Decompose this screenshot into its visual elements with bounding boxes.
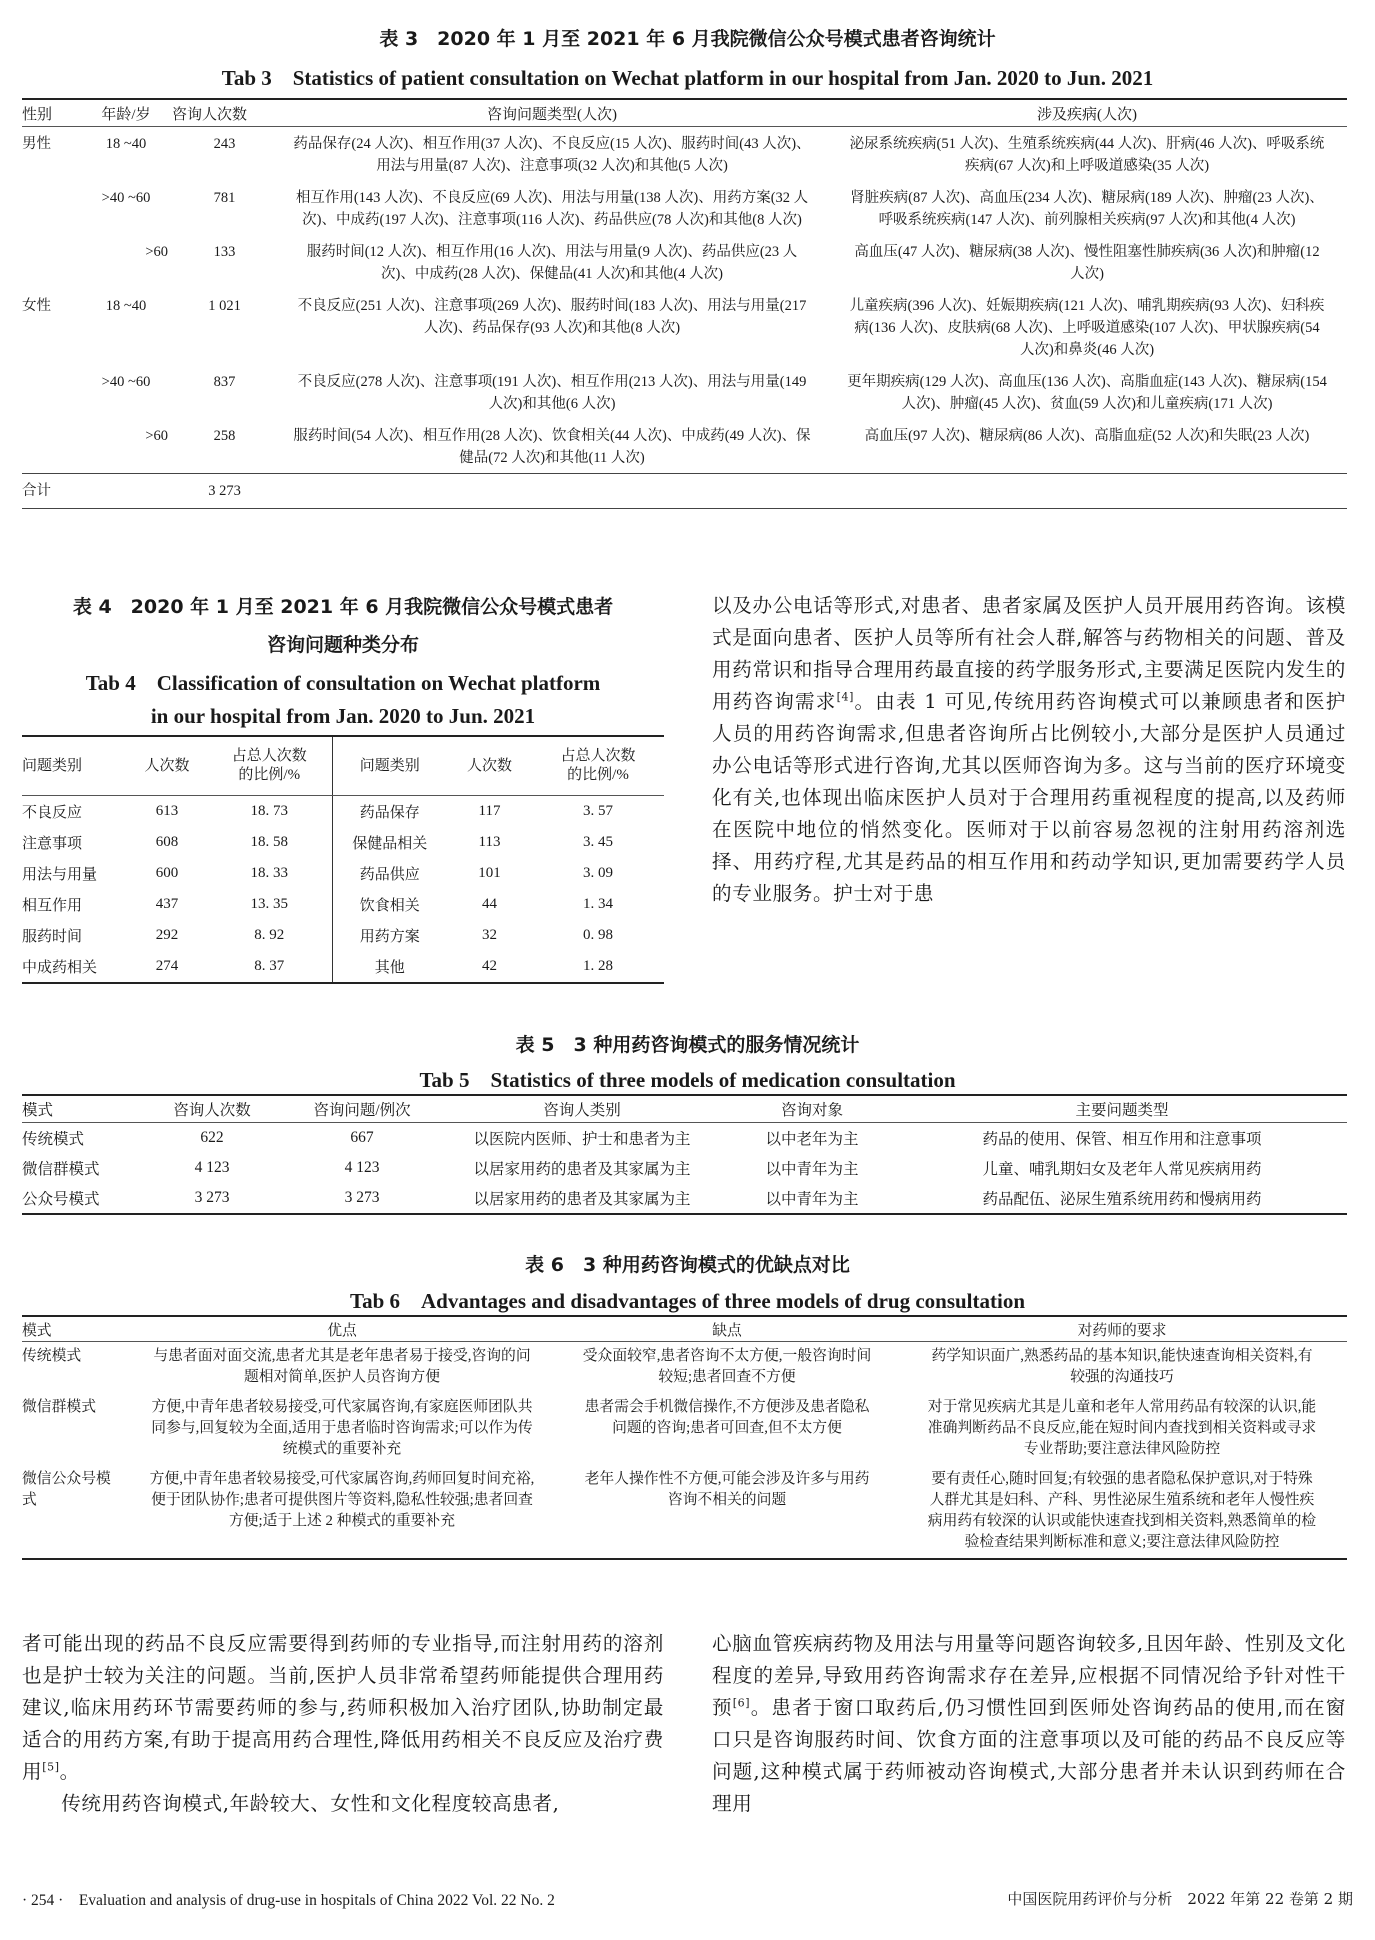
cell-cat2: 药品保存 [332,796,447,828]
table-row [22,1465,1347,1559]
table3-header-age: 年龄/岁 [80,99,172,127]
cell-cat2: 药品供应 [332,858,447,889]
table-row [22,951,664,983]
cell-diseases: 高血压(97 人次)、糖尿病(86 人次)、高脂血症(52 人次)和失眠(23 人次) [864,428,1310,444]
cell-age: >60 [145,244,168,260]
cell-disadvantages: 受众面较窄,患者咨询不太方便,一般咨询时间较短;患者回查不方便 [582,1348,872,1385]
body-text: 以及办公电话等形式,对患者、患者家属及医护人员开展用药咨询。该模式是面向患者、医护人员等所有社会人群,解答与药物相关的问题、普及用药常识和指导合理用药最直接的药学服务形式,主要满足医院内发生的用药咨询需求 [712,594,1346,713]
cell-count: 837 [213,374,236,390]
cell-sex [22,419,80,474]
cell-diseases: 肾脏疾病(87 人次)、高血压(234 人次)、糖尿病(189 人次)、肿瘤(23 人次)、呼吸系统疾病(147 人次)、前列腺相关疾病(97 人次)和其他(4 人次) [850,190,1324,228]
cell-count: 258 [213,428,236,444]
table-row [22,1342,1347,1394]
cell-age: >60 [145,428,168,444]
cell-questions: 药品保存(24 人次)、相互作用(37 人次)、不良反应(15 人次)、服药时间(43 人次)、用法与用量(87 人次)、注意事项(32 人次)和其他(5 人次) [293,136,811,174]
table-row [22,889,664,920]
cell-p2: 1. 34 [583,896,613,912]
cell-n1: 600 [155,865,179,881]
table3-header-count: 咨询人次数 [172,99,277,127]
cell-consultant-type: 以居家用药的患者及其家属为主 [473,1161,691,1178]
footer-left: · 254 · Evaluation and analysis of drug-use in hospitals of China 2022 Vol. 22 No. 2 [22,1892,555,1909]
pct-line1: 占总人次数 [560,748,636,764]
table-row [22,127,1347,182]
cell-age: 18 ~40 [105,136,147,152]
cell-n1: 437 [155,896,179,912]
cell-main-issues: 药品的使用、保管、相互作用和注意事项 [982,1131,1262,1148]
pct-line1: 占总人次数 [231,748,307,764]
table4-header-percent-2 [532,736,664,796]
table-row [22,365,1347,419]
cell-diseases: 更年期疾病(129 人次)、高血压(136 人次)、高脂血症(143 人次)、糖尿病(154 人次)、肿瘤(45 人次)、贫血(59 人次)和儿童疾病(171 人次) [847,374,1327,412]
cell-count: 4 123 [194,1159,230,1176]
cell-model: 传统模式 [22,1131,85,1148]
table3 [22,98,1347,509]
cell-target: 以中青年为主 [765,1161,859,1178]
cell-questions: 相互作用(143 人次)、不良反应(69 人次)、用法与用量(138 人次)、用药方案(32 人次)、中成药(197 人次)、注意事项(116 人次)、药品供应(78 人次)和其他(8 人次) [295,190,809,228]
cell-p2: 3. 57 [583,803,613,819]
cell-questions: 服药时间(12 人次)、相互作用(16 人次)、用法与用量(9 人次)、药品供应(23 人次)、中成药(28 人次)、保健品(41 人次)和其他(4 人次) [306,244,798,282]
table5-caption-en: Tab 5 Statistics of three models of medication consultation [419,1068,956,1092]
table5-header-count: 咨询人次数 [137,1095,287,1123]
cell-sex: 男性 [22,136,51,152]
body-text: 者可能出现的药品不良反应需要得到药师的专业指导,而注射用药的溶剂也是护士较为关注的问题。当前,医护人员非常希望药师能提供合理用药建议,临床用药环节需要药师的参与,药师积极加入治疗团队,协助制定最适合的用药方案,有助于提高用药合理性,降低用药相关不良反应及治疗费用 [22,1632,664,1783]
table3-caption-en: Tab 3 Statistics of patient consultation on Wechat platform in our hospital from Jan. 2020 to Jun. 2021 [221,66,1154,90]
cell-advantages: 方便,中青年患者较易接受,可代家属咨询,药师回复时间充裕,便于团队协作;患者可提供图片等资料,隐私性较强;患者回查方便;适于上述 2 种模式的重要补充 [149,1471,535,1529]
cell-age: 18 ~40 [105,298,147,314]
cell-diseases: 泌尿系统疾病(51 人次)、生殖系统疾病(44 人次)、肝病(46 人次)、呼吸系统疾病(67 人次)和上呼吸道感染(35 人次) [849,136,1325,174]
citation: [4] [836,690,854,704]
table5-header-model: 模式 [22,1095,137,1123]
cell-questions: 服药时间(54 人次)、相互作用(28 人次)、饮食相关(44 人次)、中成药(49 人次)、保健品(72 人次)和其他(11 人次) [293,428,811,466]
cell-cat1: 不良反应 [22,805,83,821]
cell-cat1: 服药时间 [22,929,83,945]
cell-p2: 1. 28 [583,958,613,974]
cell-count: 781 [213,190,236,206]
cell-sex [22,181,80,235]
cell-count: 622 [200,1129,224,1146]
table6-caption-zh: 表 6 3 种用药咨询模式的优缺点对比 [525,1254,850,1276]
table6-header-disadvantages: 缺点 [557,1316,897,1342]
table4 [22,735,664,984]
table6-caption-en: Tab 6 Advantages and disadvantages of three models of drug consultation [349,1289,1025,1313]
cell-n2: 113 [478,834,501,850]
table5-header-main-issues: 主要问题类型 [897,1095,1347,1123]
cell-diseases: 高血压(47 人次)、糖尿病(38 人次)、慢性阻塞性肺疾病(36 人次)和肿瘤(12 人次) [854,244,1320,282]
table4-caption-zh-line1: 表 4 2020 年 1 月至 2021 年 6 月我院微信公众号模式患者 [72,596,614,618]
cell-p1: 8. 37 [254,958,285,974]
cell-count: 243 [213,136,236,152]
cell-age: >40 ~60 [101,374,151,390]
table3-header-sex: 性别 [22,99,80,127]
table-row [22,796,664,828]
table-row [22,827,664,858]
cell-target: 以中老年为主 [765,1131,859,1148]
cell-model: 传统模式 [22,1348,82,1364]
body-text: 。由表 1 可见,传统用药咨询模式可以兼顾患者和医护人员的用药咨询需求,但患者咨询所占比例较小,大部分是医护人员通过办公电话等形式进行咨询,尤其以医师咨询为多。这与当前的医疗环境变化有关,也体现出临床医护人员对于合理用药重视程度的提高,以及药师在医院中地位的悄然变化。医师对于以前容易忽视的注射用药溶剂选择、用药疗程,尤其是药品的相互作用和药动学知识,更加需要药学人员的专业服务。护士对于患 [712,690,1346,905]
cell-count: 133 [213,244,236,260]
table4-header-count: 人次数 [127,736,207,796]
cell-requirements: 要有责任心,随时回复;有较强的患者隐私保护意识,对于特殊人群尤其是妇科、产科、男性泌尿生殖系统和老年人慢性疾病用药有较深的认识或能快速查找到相关资料,熟悉简单的检验检查结果判断标准和意义;要注意法律风险防控 [927,1471,1317,1550]
table6 [22,1315,1347,1560]
cell-p1: 13. 35 [250,896,288,912]
cell-p2: 3. 09 [583,865,613,881]
table4-header-category: 问题类别 [22,736,127,796]
pct-line2: 的比例/% [238,767,301,783]
table6-header-model: 模式 [22,1316,127,1342]
cell-age: >40 ~60 [101,190,151,206]
cell-n2: 101 [478,865,501,881]
body-text: 。 [59,1760,80,1783]
cell-cat1: 用法与用量 [22,867,98,883]
body-text: 心脑血管疾病药物及用法与用量等问题咨询较多,且因年龄、性别及文化程度的差异,导致用药咨询需求存在差异,应根据不同情况给予针对性干预 [712,1632,1346,1719]
cell-n1: 608 [155,834,179,850]
table-row [22,1393,1347,1465]
table4-header-count-2: 人次数 [447,736,532,796]
cell-count: 1 021 [208,298,241,314]
cell-sex: 女性 [22,298,51,314]
cell-count: 3 273 [194,1189,230,1206]
body-paragraph-left-bottom [22,1628,664,1820]
cell-p1: 8. 92 [254,927,285,943]
cell-n1: 613 [155,803,179,819]
total-label: 合计 [22,474,80,509]
table3-header-diseases: 涉及疾病(人次) [827,99,1347,127]
body-text: 。患者于窗口取药后,仍习惯性回到医师处咨询药品的使用,而在窗口只是咨询服药时间、饮食方面的注意事项以及可能的药品不良反应等问题,这种模式属于药师被动咨询模式,大部分患者并未认识到药师在合理用 [712,1696,1346,1815]
total-count: 3 273 [172,474,277,509]
table3-caption-zh: 表 3 2020 年 1 月至 2021 年 6 月我院微信公众号模式患者咨询统计 [379,28,996,50]
cell-cat1: 中成药相关 [22,960,98,976]
cell-questions: 不良反应(251 人次)、注意事项(269 人次)、服药时间(183 人次)、用法与用量(217 人次)、药品保存(93 人次)和其他(8 人次) [297,298,807,336]
table-row [22,920,664,951]
cell-p1: 18. 58 [250,834,288,850]
cell-questions: 不良反应(278 人次)、注意事项(191 人次)、相互作用(213 人次)、用法与用量(149 人次)和其他(6 人次) [297,374,807,412]
table-row [22,419,1347,474]
cell-n2: 32 [482,927,497,943]
cell-cat2: 用药方案 [332,920,447,951]
cell-p1: 18. 73 [250,803,288,819]
cell-main-issues: 儿童、哺乳期妇女及老年人常见疾病用药 [982,1161,1262,1178]
cell-cat2: 其他 [332,951,447,983]
table5-caption-zh: 表 5 3 种用药咨询模式的服务情况统计 [515,1034,860,1056]
table6-header-requirements: 对药师的要求 [897,1316,1347,1342]
cell-sex [22,365,80,419]
table-row [22,1123,1347,1154]
cell-cat2: 饮食相关 [332,889,447,920]
table-row [22,858,664,889]
cell-cat1: 相互作用 [22,898,83,914]
cell-advantages: 方便,中青年患者较易接受,可代家属咨询,有家庭医师团队共同参与,回复较为全面,适用于患者临时咨询需求;可以作为传统模式的重要补充 [151,1399,533,1457]
cell-sex [22,235,80,289]
cell-n2: 117 [478,803,501,819]
cell-disadvantages: 患者需会手机微信操作,不方便涉及患者隐私问题的咨询;患者可回查,但不太方便 [584,1399,870,1436]
table4-caption-zh-line2: 咨询问题种类分布 [266,634,419,656]
cell-requirements: 对于常见疾病尤其是儿童和老年人常用药品有较深的认识,能准确判断药品不良反应,能在短时间内查找到相关资料或寻求专业帮助;要注意法律风险防控 [927,1399,1317,1457]
cell-cat1: 注意事项 [22,836,83,852]
body-paragraph-right-bottom [712,1628,1346,1820]
table4-header-category-2: 问题类别 [332,736,447,796]
cell-model: 微信公众号模式 [22,1471,111,1508]
table5-header-target: 咨询对象 [727,1095,897,1123]
body-paragraph-right-top [712,590,1346,910]
table-row [22,289,1347,365]
cell-model: 公众号模式 [22,1191,100,1208]
table5 [22,1094,1347,1215]
table4-header-percent [207,736,332,796]
cell-n2: 42 [482,958,497,974]
cell-n1: 274 [155,958,179,974]
cell-p2: 0. 98 [583,927,613,943]
table-total-row [22,474,1347,509]
cell-disadvantages: 老年人操作性不方便,可能会涉及许多与用药咨询不相关的问题 [584,1471,870,1508]
citation: [6] [732,1696,751,1710]
cell-diseases: 儿童疾病(396 人次)、妊娠期疾病(121 人次)、哺乳期疾病(93 人次)、妇科疾病(136 人次)、皮肤病(68 人次)、上呼吸道感染(107 人次)、甲状腺疾病(54 人次)和鼻炎(46 人次) [849,298,1325,358]
table4-caption-en-line1: Tab 4 Classification of consultation on Wechat platform [85,671,601,695]
table5-header-consultant-type: 咨询人类别 [437,1095,727,1123]
pct-line2: 的比例/% [567,767,629,783]
table5-header-questions: 咨询问题/例次 [287,1095,437,1123]
table3-header-questions: 咨询问题类型(人次) [277,99,827,127]
cell-model: 微信群模式 [22,1161,100,1178]
table-row [22,181,1347,235]
table-row [22,1153,1347,1183]
table-row [22,1183,1347,1214]
cell-cat2: 保健品相关 [332,827,447,858]
footer-right: 中国医院用药评价与分析 2022 年第 22 卷第 2 期 [1007,1890,1353,1908]
cell-advantages: 与患者面对面交流,患者尤其是老年患者易于接受,咨询的问题相对简单,医护人员咨询方便 [153,1348,531,1385]
cell-requirements: 药学知识面广,熟悉药品的基本知识,能快速查询相关资料,有较强的沟通技巧 [931,1348,1313,1385]
cell-p2: 3. 45 [583,834,613,850]
cell-questions: 4 123 [344,1159,380,1176]
cell-consultant-type: 以医院内医师、护士和患者为主 [473,1131,691,1148]
table6-header-advantages: 优点 [127,1316,557,1342]
cell-n2: 44 [482,896,497,912]
cell-questions: 3 273 [344,1189,380,1206]
cell-consultant-type: 以居家用药的患者及其家属为主 [473,1191,691,1208]
cell-p1: 18. 33 [250,865,288,881]
cell-model: 微信群模式 [22,1399,96,1415]
table-row [22,235,1347,289]
table4-caption-en-line2: in our hospital from Jan. 2020 to Jun. 2021 [150,704,536,728]
body-text: 传统用药咨询模式,年龄较大、女性和文化程度较高患者, [61,1792,560,1815]
cell-target: 以中青年为主 [765,1191,859,1208]
cell-main-issues: 药品配伍、泌尿生殖系统用药和慢病用药 [982,1191,1262,1208]
cell-questions: 667 [350,1129,374,1146]
cell-n1: 292 [155,927,179,943]
citation: [5] [42,1760,60,1774]
